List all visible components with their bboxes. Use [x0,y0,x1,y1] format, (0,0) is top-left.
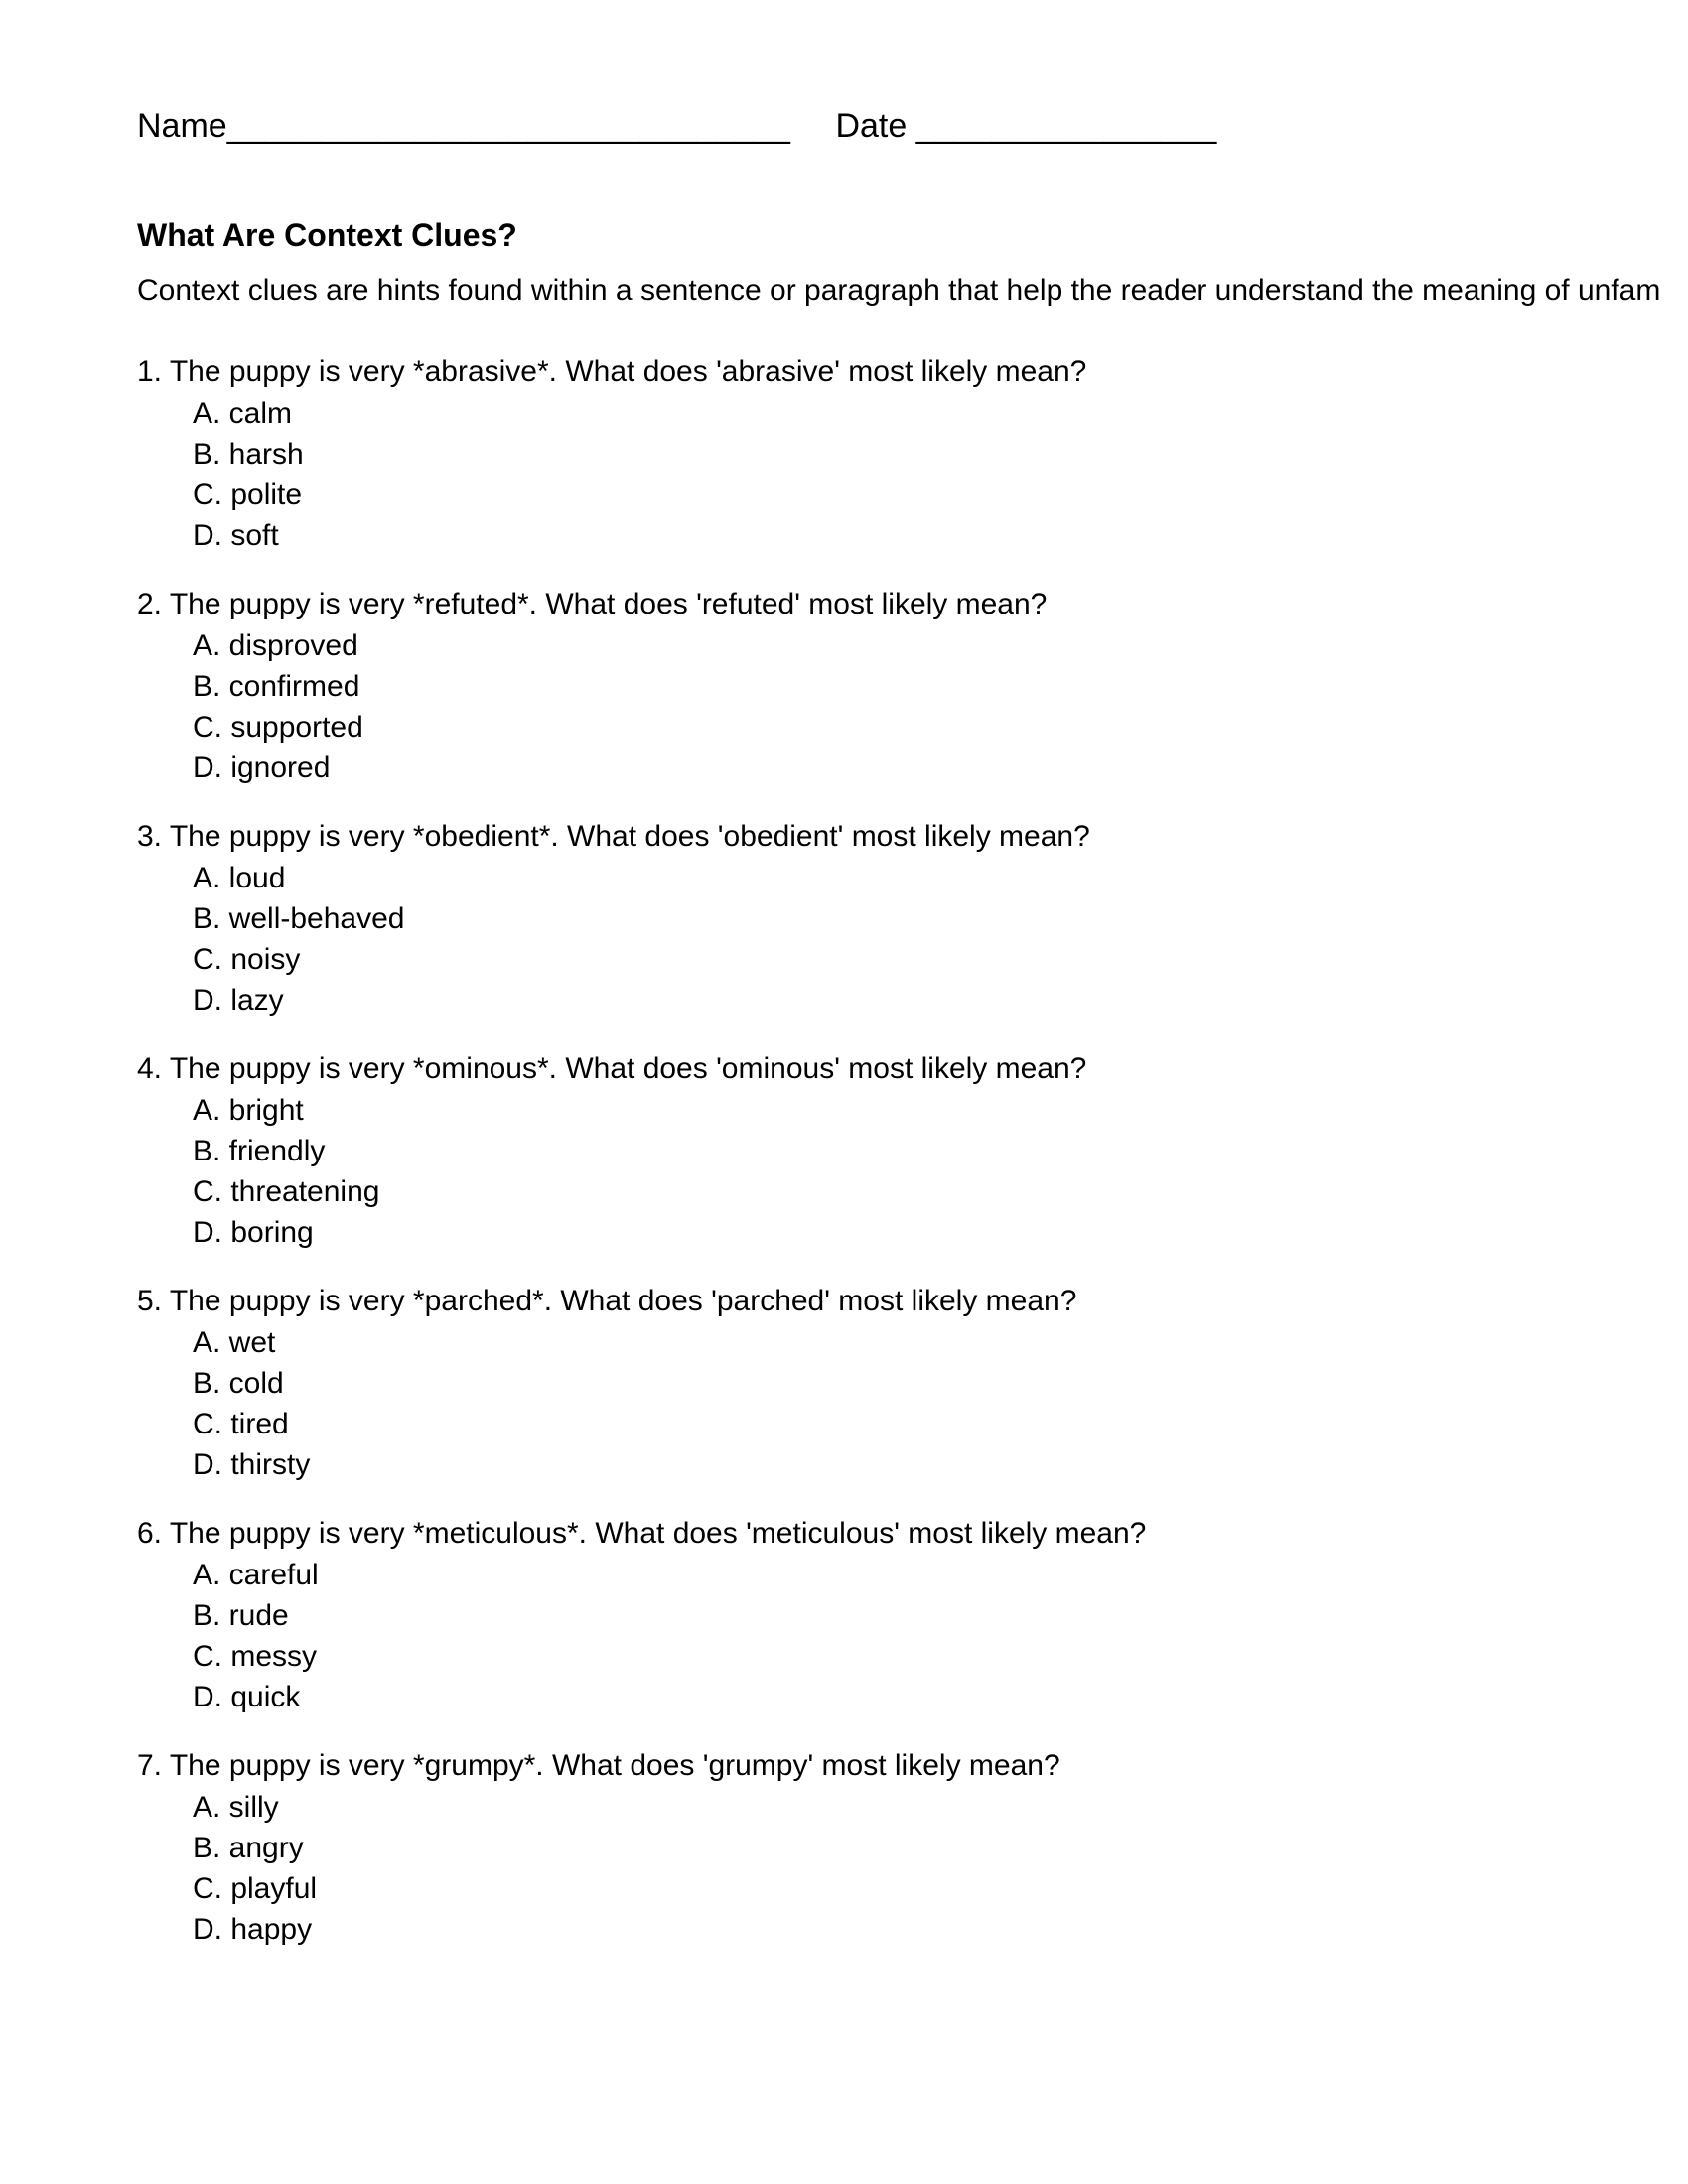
choice-a: A. calm [193,397,293,430]
choice-a: A. careful [193,1559,319,1591]
choice-b: B. angry [193,1832,304,1864]
question-2 [137,584,1666,816]
question-text: 3. The puppy is very *obedient*. What does 'obedient' most likely mean? [137,820,1090,853]
worksheet-title: What Are Context Clues? [137,217,517,253]
question-text: 4. The puppy is very *ominous*. What does 'ominous' most likely mean? [137,1052,1087,1085]
choice-a: A. wet [193,1326,276,1359]
choice-b: B. well-behaved [193,902,405,935]
choice-list [137,1555,1666,1717]
question-5 [137,1281,1666,1513]
choice-list [137,1090,1666,1253]
question-6 [137,1513,1666,1745]
choice-d: D. soft [193,519,279,552]
choice-a: A. bright [193,1094,304,1127]
choice-d: D. ignored [193,751,331,784]
question-3 [137,816,1666,1048]
choice-list [137,1322,1666,1485]
date-field: Date ________________ [835,107,1217,145]
choice-c: C. playful [193,1872,318,1905]
choice-d: D. happy [193,1913,313,1946]
choice-d: D. thirsty [193,1448,311,1481]
choice-c: C. messy [193,1640,318,1673]
choice-list [137,1787,1666,1950]
choice-b: B. rude [193,1599,289,1632]
question-text: 5. The puppy is very *parched*. What does 'parched' most likely mean? [137,1285,1077,1317]
question-1 [137,351,1666,584]
choice-c: C. threatening [193,1175,380,1208]
choice-b: B. cold [193,1367,284,1400]
choice-c: C. polite [193,478,303,511]
question-4 [137,1048,1666,1281]
choice-list [137,393,1666,556]
question-text: 2. The puppy is very *refuted*. What does 'refuted' most likely mean? [137,588,1048,620]
choice-b: B. friendly [193,1135,326,1167]
choice-c: C. supported [193,711,363,744]
choice-b: B. confirmed [193,670,360,703]
question-7 [137,1745,1666,1978]
choice-c: C. noisy [193,943,301,976]
choice-d: D. lazy [193,984,284,1017]
question-text: 6. The puppy is very *meticulous*. What does 'meticulous' most likely mean? [137,1517,1147,1550]
choice-d: D. quick [193,1681,301,1713]
choice-b: B. harsh [193,438,304,471]
intro-paragraph: Context clues are hints found within a sentence or paragraph that help the reader understand the meaning of unfam [137,274,1661,307]
choice-c: C. tired [193,1408,289,1440]
choice-a: A. loud [193,862,286,894]
worksheet-header [137,102,1216,150]
choice-list [137,858,1666,1021]
choice-list [137,625,1666,788]
question-text: 7. The puppy is very *grumpy*. What does 'grumpy' most likely mean? [137,1749,1060,1782]
question-text: 1. The puppy is very *abrasive*. What does 'abrasive' most likely mean? [137,355,1087,388]
choice-a: A. silly [193,1791,279,1824]
question-list [137,351,1666,1978]
choice-d: D. boring [193,1216,314,1249]
name-field: Name______________________________ [137,107,790,145]
choice-a: A. disproved [193,629,358,662]
